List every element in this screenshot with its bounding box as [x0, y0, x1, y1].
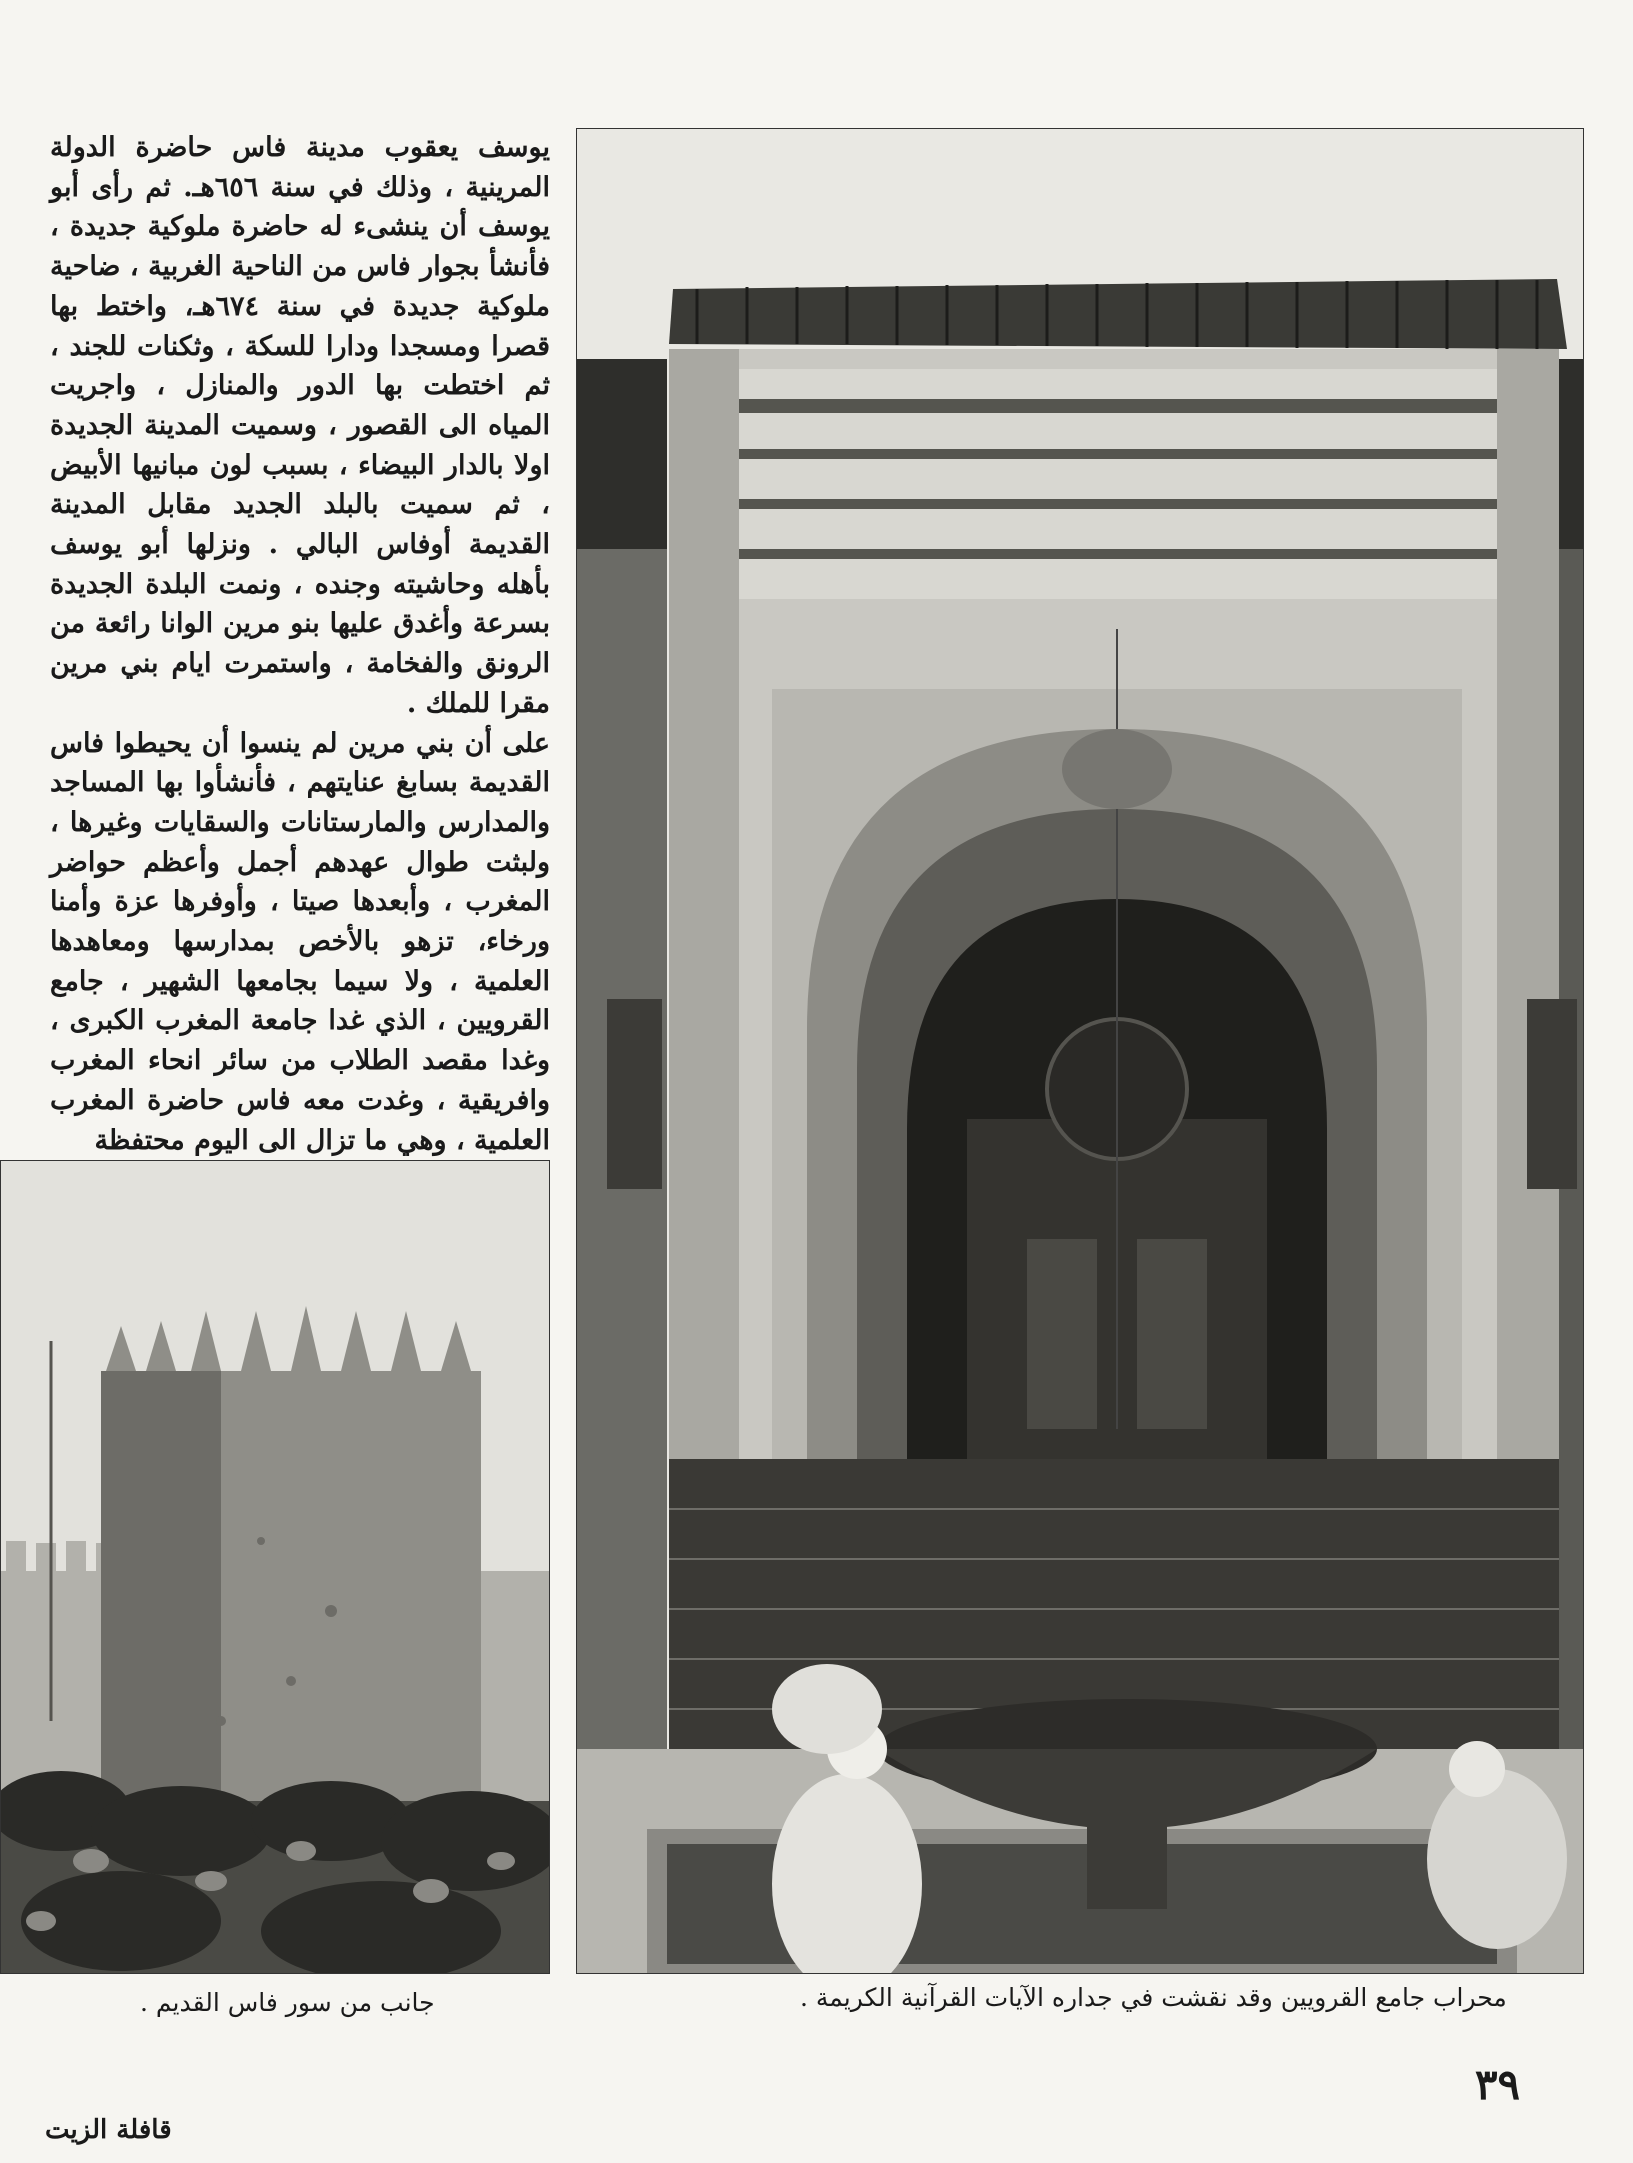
mihrab-photo-caption: محراب جامع القرويين وقد نقشت في جداره الآيات القرآنية الكريمة . — [800, 1983, 1507, 2012]
mihrab-photo — [576, 128, 1584, 1974]
article-paragraph: على أن بني مرين لم ينسوا أن يحيطوا فاس القديمة بسابغ عنايتهم ، فأنشأوا بها المساجد والمدارس والمارستانات والسقايات وغيرها ، ولبثت طوال عهدهم أجمل وأعظم حواضر المغرب ، وأبعدها صيتا ، وأوفرها عزة وأمنا ورخاء، تزهو بالأخص بمدارسها ومعاهدها العلمية ، ولا سيما بجامعها الشهير ، جامع القرويين ، الذي غدا جامعة المغرب الكبرى ، وغدا مقصد الطلاب من سائر انحاء المغرب وافريقية ، وغدت معه فاس حاضرة المغرب العلمية ، وهي ما تزال الى اليوم محتفظة — [50, 727, 550, 1156]
article-paragraph: يوسف يعقوب مدينة فاس حاضرة الدولة المرينية ، وذلك في سنة ٦٥٦هـ. ثم رأى أبو يوسف أن ينشىء له حاضرة ملوكية جديدة ، فأنشأ بجوار فاس من الناحية الغربية ، ضاحية ملوكية جديدة في سنة ٦٧٤هـ، واختط بها قصرا ومسجدا ودارا للسكة ، وثكنات للجند ، ثم اختطت بها الدور والمنازل ، واجريت المياه الى القصور ، وسميت المدينة الجديدة اولا بالدار البيضاء ، بسبب لون مبانيها الأبيض ، ثم سميت بالبلد الجديد مقابل المدينة القديمة أوفاس البالي . ونزلها أبو يوسف بأهله وحاشيته وجنده ، ونمت البلدة الجديدة بسرعة وأغدق عليها بنو مرين الوانا رائعة من الرونق والفخامة ، واستمرت ايام بني مرين مقرا للملك . — [50, 132, 551, 719]
page-number: ٣٩ — [1475, 2060, 1521, 2109]
fez-wall-photo-caption: جانب من سور فاس القديم . — [140, 1988, 435, 2017]
fez-wall-photo — [0, 1160, 550, 1974]
article-text-column — [50, 128, 550, 1160]
magazine-name: قافلة الزيت — [45, 2115, 172, 2145]
